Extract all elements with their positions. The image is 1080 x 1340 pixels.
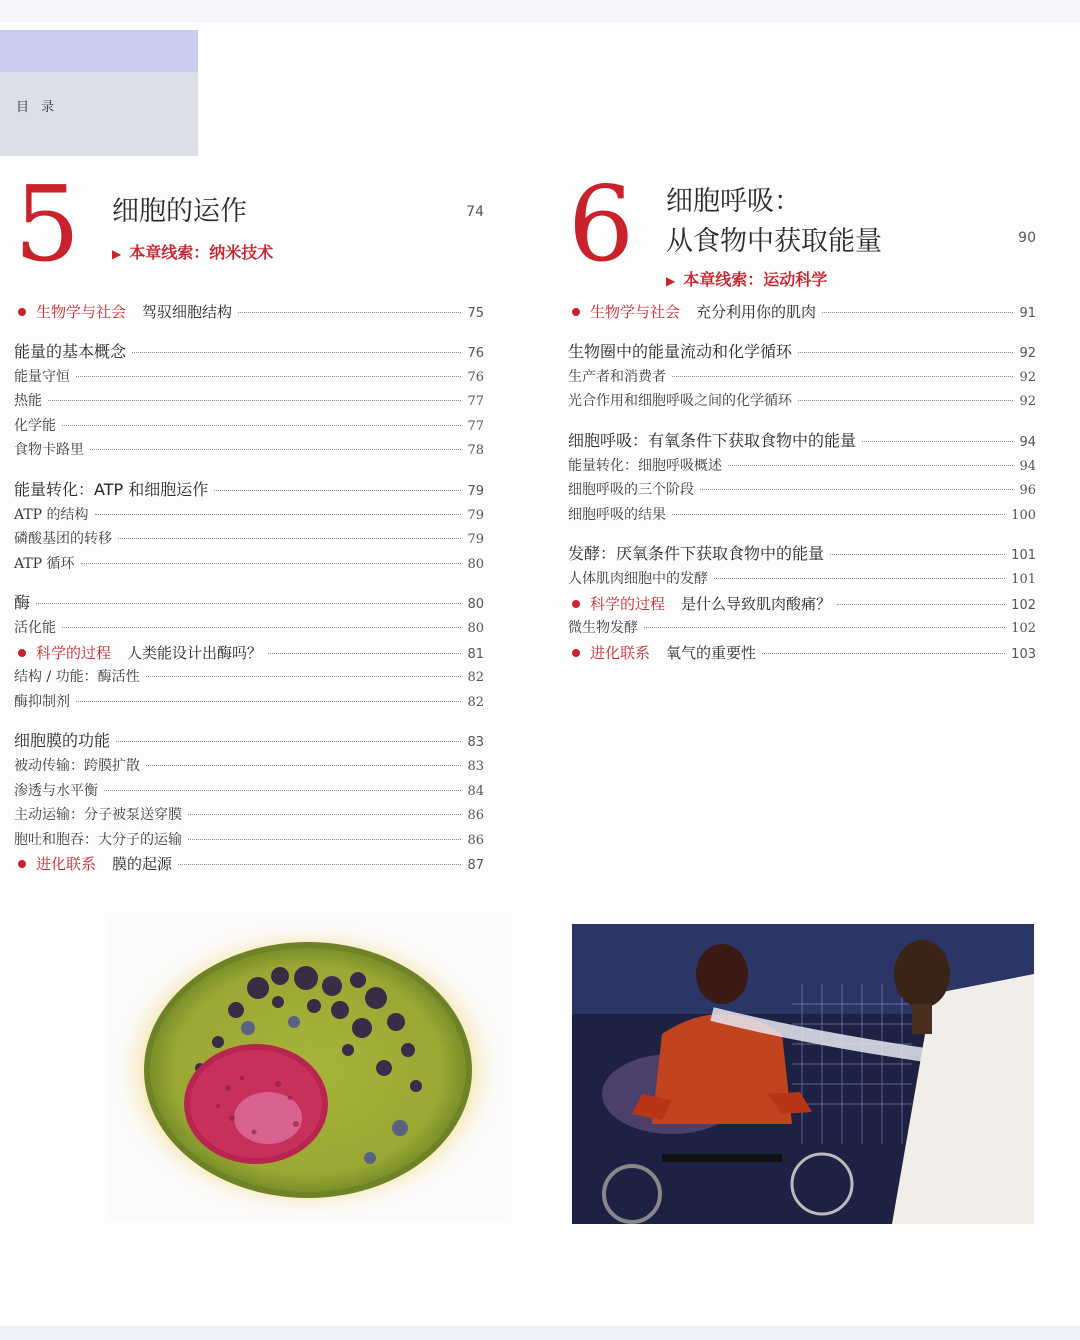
toc-list bbox=[568, 300, 1036, 665]
toc-feature-entry[interactable] bbox=[14, 852, 484, 877]
dot-leader bbox=[95, 513, 462, 515]
dot-leader bbox=[104, 789, 461, 791]
entry-title: 渗透与水平衡 bbox=[14, 782, 98, 799]
section-header-tab bbox=[0, 30, 198, 156]
feature-label bbox=[568, 592, 831, 617]
dot-leader bbox=[644, 626, 1005, 628]
red-bullet-icon bbox=[18, 649, 26, 657]
toc-sub-entry[interactable] bbox=[568, 567, 1036, 592]
dot-leader bbox=[728, 464, 1013, 466]
dot-leader bbox=[146, 764, 461, 766]
dot-leader bbox=[62, 626, 461, 628]
feature-label bbox=[14, 641, 262, 666]
toc-sub-entry[interactable] bbox=[14, 690, 484, 715]
chapter-number: 5 bbox=[14, 163, 81, 285]
toc-sub-entry[interactable] bbox=[14, 779, 484, 804]
red-bullet-icon bbox=[18, 308, 26, 316]
entry-page-number: 80 bbox=[467, 597, 484, 612]
entry-page-number: 75 bbox=[467, 306, 484, 321]
entry-page-number: 101 bbox=[1011, 548, 1036, 563]
entry-title: 能量的基本概念 bbox=[14, 341, 127, 361]
dot-leader bbox=[700, 488, 1013, 490]
entry-page-number: 76 bbox=[467, 369, 484, 385]
dot-leader bbox=[81, 562, 462, 564]
toc-feature-entry[interactable] bbox=[14, 300, 484, 325]
entry-title: 热能 bbox=[14, 393, 42, 409]
chapter-title-line1: 细胞呼吸： bbox=[666, 186, 801, 217]
entry-page-number: 83 bbox=[467, 735, 484, 750]
toc-sub-entry[interactable] bbox=[568, 503, 1036, 528]
toc-heading-entry[interactable] bbox=[568, 428, 1036, 454]
chapter-thread bbox=[666, 267, 827, 290]
dot-leader bbox=[118, 537, 461, 539]
entry-title: 生产者和消费者 bbox=[568, 368, 666, 385]
entry-title: 酶抑制剂 bbox=[14, 693, 70, 710]
dot-leader bbox=[268, 652, 461, 654]
header-label: 目 录 bbox=[16, 100, 59, 115]
entry-title: 能量转化：细胞呼吸概述 bbox=[568, 457, 722, 474]
toc-heading-entry[interactable] bbox=[14, 339, 484, 365]
toc-sub-entry[interactable] bbox=[14, 389, 484, 414]
entry-title: 细胞膜的功能 bbox=[14, 731, 111, 750]
dot-leader bbox=[76, 700, 461, 702]
header-band bbox=[0, 30, 198, 72]
dot-leader bbox=[830, 553, 1005, 555]
entry-title: 细胞呼吸：有氧条件下获取食物中的能量 bbox=[568, 430, 857, 450]
entry-page-number: 77 bbox=[467, 418, 484, 434]
entry-title: 主动运输：分子被泵送穿膜 bbox=[14, 807, 182, 823]
dot-leader bbox=[714, 577, 1005, 579]
chapter-number: 6 bbox=[568, 163, 635, 285]
dot-leader bbox=[116, 740, 461, 742]
dot-leader bbox=[798, 351, 1013, 353]
feature-label bbox=[14, 852, 172, 877]
entry-page-number: 82 bbox=[467, 670, 484, 685]
entry-page-number: 86 bbox=[467, 832, 484, 848]
entry-page-number: 102 bbox=[1011, 597, 1036, 613]
dot-leader bbox=[146, 675, 462, 677]
dot-leader bbox=[862, 440, 1013, 442]
dot-leader bbox=[672, 375, 1013, 377]
dot-leader bbox=[798, 399, 1013, 401]
toc-feature-entry[interactable] bbox=[568, 300, 1036, 325]
chapter-thread-text: 本章线索：纳米技术 bbox=[129, 243, 274, 262]
entry-page-number: 87 bbox=[467, 858, 484, 873]
entry-page-number: 76 bbox=[467, 345, 484, 361]
chapter-thread bbox=[112, 240, 273, 263]
toc-heading-entry[interactable] bbox=[14, 477, 484, 503]
dot-leader bbox=[36, 602, 461, 604]
entry-page-number: 102 bbox=[1011, 621, 1036, 636]
entry-title: ATP 循环 bbox=[14, 555, 75, 572]
feature-category: 科学的过程 bbox=[36, 643, 112, 662]
cell-micrograph-image bbox=[108, 918, 506, 1220]
entry-page-number: 86 bbox=[467, 808, 484, 823]
entry-page-number: 94 bbox=[1019, 434, 1036, 450]
entry-page-number: 77 bbox=[467, 394, 484, 409]
toc-sub-entry[interactable] bbox=[14, 754, 484, 779]
chapter-title-line2: 从食物中获取能量 bbox=[666, 226, 882, 257]
feature-title: 是什么导致肌肉酸痛？ bbox=[681, 594, 832, 613]
entry-page-number: 92 bbox=[1019, 369, 1036, 385]
feature-category: 生物学与社会 bbox=[36, 303, 127, 321]
entry-page-number: 80 bbox=[467, 621, 484, 636]
toc-sub-entry[interactable] bbox=[14, 828, 484, 853]
toc-sub-entry[interactable] bbox=[568, 365, 1036, 390]
feature-category: 生物学与社会 bbox=[590, 303, 681, 321]
entry-title: 细胞呼吸的三个阶段 bbox=[568, 482, 694, 498]
entry-page-number: 79 bbox=[467, 483, 484, 499]
entry-page-number: 84 bbox=[467, 783, 484, 799]
red-bullet-icon bbox=[572, 649, 580, 657]
entry-page-number: 81 bbox=[467, 646, 484, 662]
toc-list bbox=[14, 300, 484, 877]
entry-title: 食物卡路里 bbox=[14, 442, 84, 458]
triangle-right-icon: ▶ bbox=[112, 247, 122, 261]
entry-title: 化学能 bbox=[14, 417, 56, 434]
dot-leader bbox=[188, 813, 461, 815]
dot-leader bbox=[90, 448, 461, 450]
entry-title: 胞吐和胞吞：大分子的运输 bbox=[14, 831, 182, 848]
toc-sub-entry[interactable] bbox=[14, 365, 484, 390]
toc-sub-entry[interactable] bbox=[14, 414, 484, 439]
toc-sub-entry[interactable] bbox=[568, 478, 1036, 503]
dot-leader bbox=[238, 311, 461, 313]
toc-sub-entry[interactable] bbox=[14, 527, 484, 552]
feature-category: 科学的过程 bbox=[590, 594, 666, 613]
entry-page-number: 100 bbox=[1011, 507, 1036, 523]
toc-heading-entry[interactable] bbox=[14, 590, 484, 616]
feature-label bbox=[14, 300, 232, 325]
toc-feature-entry[interactable] bbox=[568, 592, 1036, 617]
feature-label bbox=[568, 641, 756, 666]
entry-title: 结构 / 功能：酶活性 bbox=[14, 669, 140, 685]
entry-title: 能量守恒 bbox=[14, 368, 70, 385]
entry-page-number: 94 bbox=[1019, 458, 1036, 474]
entry-title: 活化能 bbox=[14, 620, 56, 636]
dot-leader bbox=[48, 399, 461, 401]
dot-leader bbox=[762, 652, 1005, 654]
toc-sub-entry[interactable] bbox=[568, 454, 1036, 479]
chapter-title: 细胞的运作 bbox=[112, 196, 247, 227]
entry-title: 生物圈中的能量流动和化学循环 bbox=[568, 341, 793, 361]
toc-sub-entry[interactable] bbox=[14, 803, 484, 828]
bottom-margin-strip bbox=[0, 1326, 1080, 1340]
feature-title: 人类能设计出酶吗？ bbox=[127, 643, 263, 662]
entry-title: 能量转化：ATP 和细胞运作 bbox=[14, 479, 209, 499]
toc-sub-entry[interactable] bbox=[568, 389, 1036, 414]
dot-leader bbox=[62, 424, 461, 426]
feature-category: 进化联系 bbox=[590, 643, 651, 662]
entry-title: 细胞呼吸的结果 bbox=[568, 506, 666, 523]
dot-leader bbox=[76, 375, 461, 377]
entry-title: 微生物发酵 bbox=[568, 620, 638, 636]
chapter-thread-text: 本章线索：运动科学 bbox=[683, 270, 828, 289]
entry-page-number: 101 bbox=[1011, 572, 1036, 587]
red-bullet-icon bbox=[572, 600, 580, 608]
feature-category: 进化联系 bbox=[36, 855, 97, 873]
feature-label bbox=[568, 300, 816, 325]
entry-page-number: 103 bbox=[1011, 646, 1036, 662]
dot-leader bbox=[822, 311, 1013, 313]
entry-title: 人体肌肉细胞中的发酵 bbox=[568, 571, 708, 587]
entry-page-number: 83 bbox=[467, 759, 484, 774]
toc-sub-entry[interactable] bbox=[14, 503, 484, 528]
red-bullet-icon bbox=[572, 308, 580, 316]
feature-title: 膜的起源 bbox=[112, 855, 173, 873]
entry-title: 被动传输：跨膜扩散 bbox=[14, 758, 140, 774]
feature-title: 驾驭细胞结构 bbox=[142, 303, 233, 321]
entry-page-number: 92 bbox=[1019, 394, 1036, 409]
entry-title: 光合作用和细胞呼吸之间的化学循环 bbox=[568, 393, 792, 409]
entry-page-number: 96 bbox=[1019, 483, 1036, 498]
toc-sub-entry[interactable] bbox=[14, 552, 484, 577]
toc-feature-entry[interactable] bbox=[568, 641, 1036, 666]
dot-leader bbox=[188, 838, 461, 840]
entry-page-number: 82 bbox=[467, 694, 484, 710]
top-margin-strip bbox=[0, 0, 1080, 22]
entry-page-number: 80 bbox=[467, 556, 484, 572]
toc-heading-entry[interactable] bbox=[568, 541, 1036, 567]
toc-heading-entry[interactable] bbox=[568, 339, 1036, 365]
entry-page-number: 92 bbox=[1019, 345, 1036, 361]
toc-sub-entry[interactable] bbox=[14, 616, 484, 641]
chapter-page-number: 90 bbox=[1018, 230, 1036, 246]
dot-leader bbox=[672, 513, 1005, 515]
toc-sub-entry[interactable] bbox=[14, 665, 484, 690]
toc-sub-entry[interactable] bbox=[14, 438, 484, 463]
entry-title: ATP 的结构 bbox=[14, 506, 89, 523]
entry-page-number: 79 bbox=[467, 532, 484, 547]
feature-title: 氧气的重要性 bbox=[666, 643, 757, 662]
entry-title: 发酵：厌氧条件下获取食物中的能量 bbox=[568, 544, 825, 563]
toc-feature-entry[interactable] bbox=[14, 641, 484, 666]
entry-page-number: 79 bbox=[467, 507, 484, 523]
dot-leader bbox=[837, 603, 1005, 605]
dot-leader bbox=[178, 863, 461, 865]
exercise-lab-photo bbox=[572, 924, 1034, 1224]
entry-page-number: 78 bbox=[467, 443, 484, 458]
toc-heading-entry[interactable] bbox=[14, 728, 484, 754]
dot-leader bbox=[132, 351, 461, 353]
toc-sub-entry[interactable] bbox=[568, 616, 1036, 641]
feature-title: 充分利用你的肌肉 bbox=[696, 303, 817, 321]
entry-title: 磷酸基团的转移 bbox=[14, 531, 112, 547]
red-bullet-icon bbox=[18, 860, 26, 868]
entry-page-number: 91 bbox=[1019, 306, 1036, 321]
triangle-right-icon: ▶ bbox=[666, 274, 676, 288]
dot-leader bbox=[214, 489, 461, 491]
entry-title: 酶 bbox=[14, 593, 31, 612]
chapter-page-number: 74 bbox=[466, 204, 484, 220]
chapter-title bbox=[666, 182, 882, 262]
